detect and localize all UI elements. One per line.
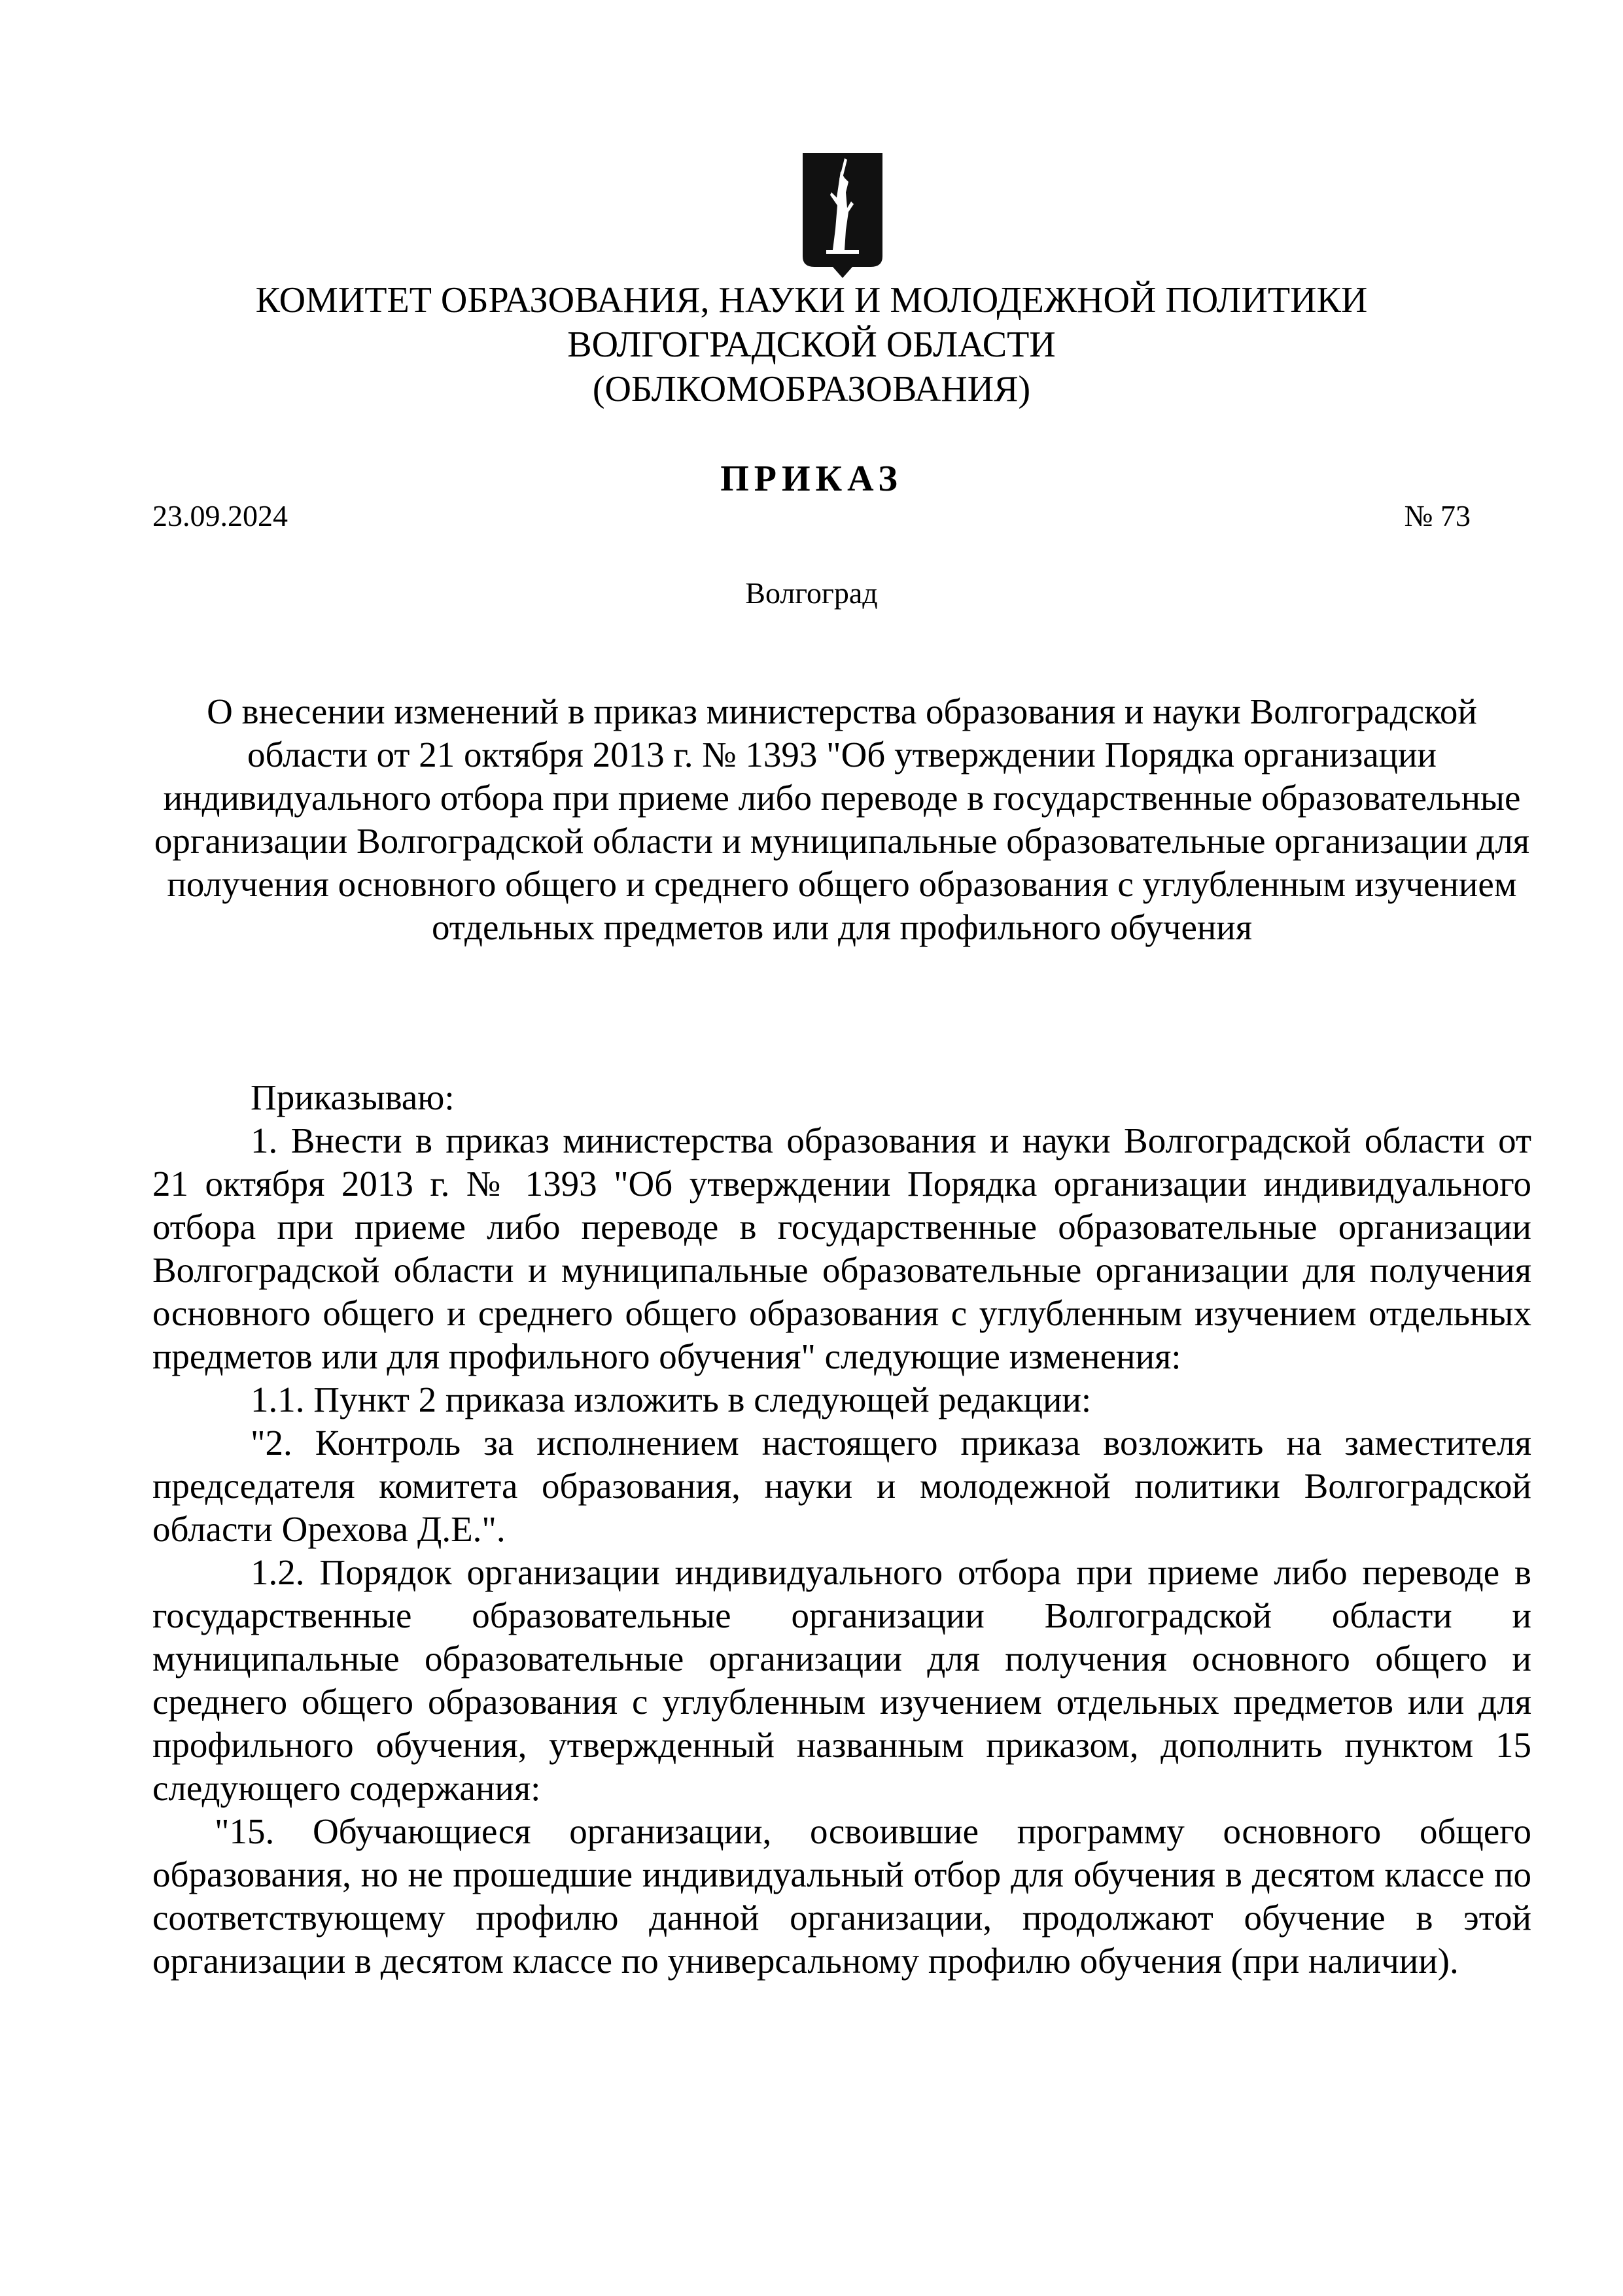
order-intro: Приказываю: [251,1077,455,1117]
org-line-1: КОМИТЕТ ОБРАЗОВАНИЯ, НАУКИ И МОЛОДЕЖНОЙ ПОЛИТИКИ [255,280,1368,321]
document-type-title: ПРИКАЗ [720,459,903,499]
paragraph-1: 1. Внести в приказ министерства образования и науки Волгоградской области от 21 октября 2013 г. № 1393 "Об утверждении Порядка организации индивидуального отбора при приеме либо переводе в государственные образовательные организации Волгоградской области и муниципальные образовательные организации для получения основного общего и среднего общего образования с углубленным изучением отдельных предметов или для профильного обучения" следующие изменения: [152,1121,1531,1376]
paragraph-15-text: "15. Обучающиеся организации, освоившие программу основного общего образования, но не прошедшие индивидуальный отбор для обучения в десятом классе по соответствующему профилю данной организации, продолжают обучение в этой организации в десятом классе по универсальному профилю обучения (при наличии). [152,1811,1531,1981]
document-date: 23.09.2024 [152,499,288,532]
org-line-3: (ОБЛКОМОБРАЗОВАНИЯ) [592,369,1031,409]
document-subject: О внесении изменений в приказ министерства образования и науки Волгоградской области от 21 октября 2013 г. № 1393 "Об утверждении Порядка организации индивидуального отбора при приеме либо переводе в государственные образовательные организации Волгоградской области и муниципальные образовательные организации для получения основного общего и среднего общего образования с углубленным изучением отдельных предметов или для профильного обучения [154,691,1530,947]
document-number: № 73 [1404,499,1471,532]
paragraph-1-1: 1.1. Пункт 2 приказа изложить в следующей редакции: [251,1380,1092,1419]
paragraph-1-2: 1.2. Порядок организации индивидуального отбора при приеме либо переводе в государственные образовательные организации Волгоградской области и муниципальные образовательные организации для получения основного общего и среднего общего образования с углубленным изучением отдельных предметов или для профильного обучения, утвержденный названным приказом, дополнить пунктом 15 следующего содержания: [152,1552,1531,1808]
paragraph-1-1-text: "2. Контроль за исполнением настоящего приказа возложить на заместителя председателя комитета образования, науки и молодежной политики Волгоградской области Орехова Д.Е.". [152,1423,1531,1549]
document-body [152,1076,1531,1983]
org-line-2: ВОЛГОГРАДСКОЙ ОБЛАСТИ [567,324,1056,365]
coat-of-arms-icon [801,152,884,279]
document-city: Волгоград [745,576,878,610]
organization-name [0,278,1623,411]
